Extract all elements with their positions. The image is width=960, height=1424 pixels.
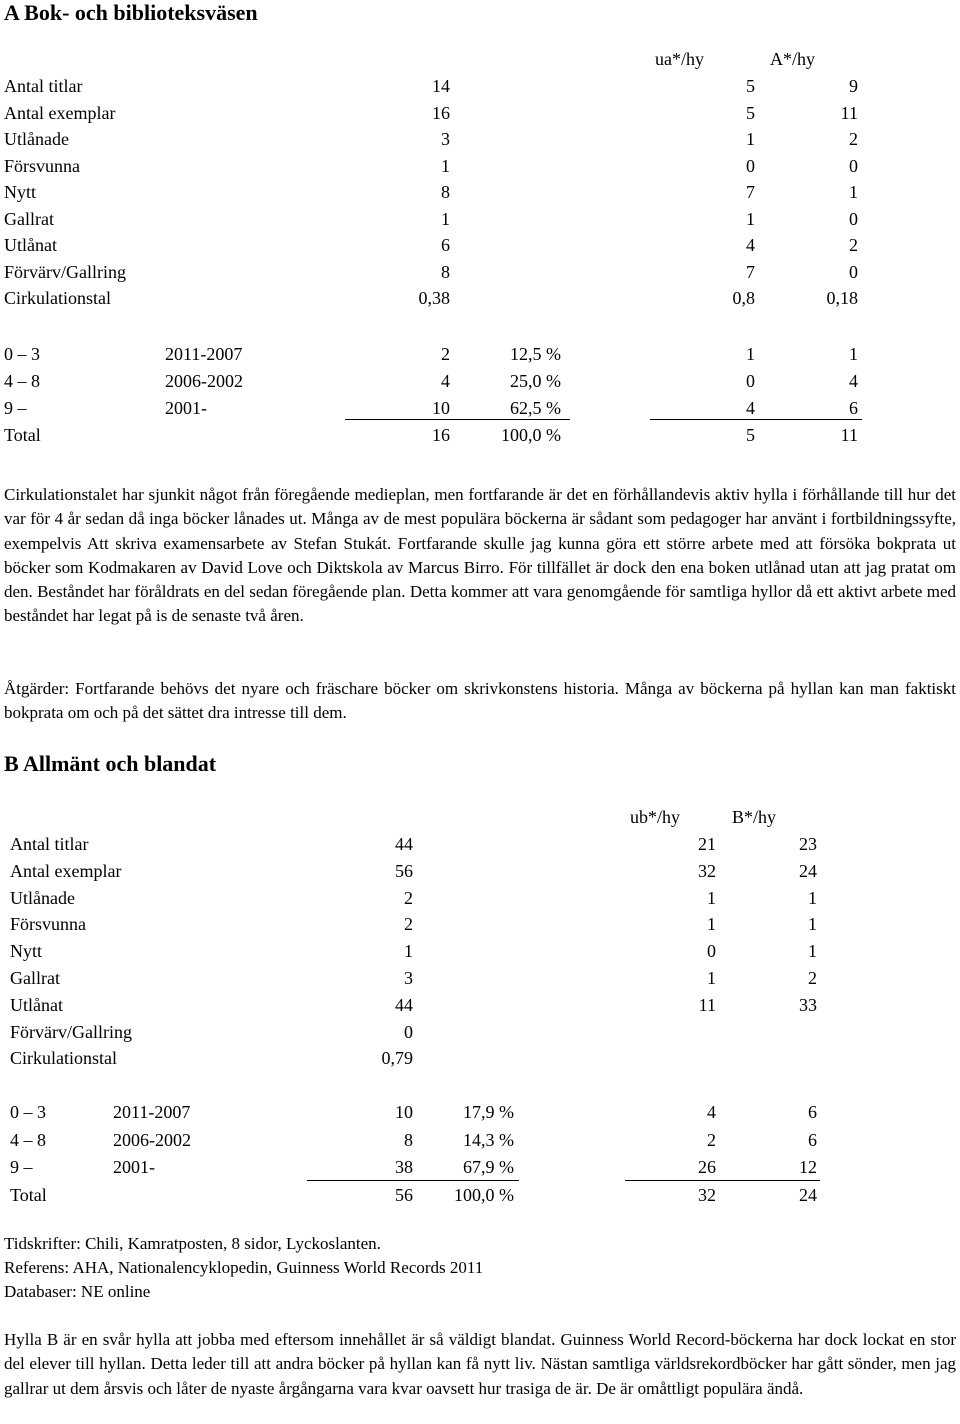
- stat-label: Förvärv/Gallring: [10, 1021, 132, 1042]
- stat-total: 3: [404, 968, 413, 988]
- stat-label: Antal exemplar: [4, 102, 116, 123]
- stats-row: [0, 179, 960, 205]
- stat-total: 8: [441, 261, 450, 282]
- note-tidskrifter: Tidskrifter: Chili, Kamratposten, 8 sidor, Lyckoslanten.: [4, 1234, 381, 1253]
- age-years: 2006-2002: [113, 1129, 191, 1150]
- stat-a: 0: [849, 261, 858, 282]
- stats-row: [0, 285, 960, 311]
- age-count: 38: [395, 1157, 413, 1177]
- age-ua: 5: [746, 425, 755, 445]
- stat-ua: 0: [746, 155, 755, 176]
- age-ub: 26: [698, 1157, 716, 1177]
- stat-label: Cirkulationstal: [10, 1048, 117, 1069]
- stat-label: Utlånade: [4, 129, 69, 149]
- age-years: 2006-2002: [165, 371, 243, 391]
- age-row: [0, 1182, 960, 1208]
- stat-label: Gallrat: [4, 208, 54, 229]
- stat-total: 44: [395, 994, 413, 1015]
- stat-total: 0: [404, 1021, 413, 1042]
- age-percent: 100,0 %: [501, 425, 561, 445]
- stat-label: Cirkulationstal: [4, 288, 111, 308]
- section-a-column-headers: [0, 46, 960, 72]
- age-row: [0, 422, 960, 448]
- stat-b: 1: [808, 914, 817, 935]
- stat-total: 56: [395, 860, 413, 881]
- stat-total: 0,38: [418, 288, 450, 308]
- stat-ub: 11: [698, 994, 716, 1015]
- stat-a: 9: [849, 76, 858, 96]
- age-ub: 32: [698, 1184, 716, 1205]
- section-b-column-headers: [0, 804, 960, 830]
- stat-ub: 1: [707, 887, 716, 908]
- stat-label: Antal titlar: [10, 834, 89, 854]
- age-b: 12: [799, 1157, 817, 1177]
- age-a: 1: [849, 344, 858, 364]
- stat-a: 2: [849, 129, 858, 149]
- stat-total: 1: [404, 941, 413, 962]
- section-b-title: B Allmänt och blandat: [4, 751, 217, 776]
- age-years: 2001-: [165, 398, 207, 418]
- stat-ub: 1: [707, 914, 716, 935]
- age-years: 2001-: [113, 1157, 155, 1177]
- stat-total: 16: [432, 102, 450, 123]
- age-a: 4: [849, 371, 858, 391]
- age-range: 4 – 8: [4, 371, 40, 391]
- stat-ub: 0: [707, 941, 716, 962]
- column-header-a: A*/hy: [770, 49, 815, 69]
- column-header-ua: ua*/hy: [655, 49, 704, 69]
- stat-ua: 0,8: [732, 288, 755, 308]
- stats-row: [0, 232, 960, 258]
- stat-ua: 1: [746, 129, 755, 149]
- stats-row: [0, 911, 960, 937]
- stat-ua: 4: [746, 235, 755, 255]
- stat-b: 23: [799, 834, 817, 854]
- age-range: Total: [4, 425, 41, 445]
- stats-row: [0, 885, 960, 911]
- age-count: 2: [441, 344, 450, 364]
- stat-label: Utlånat: [10, 994, 63, 1015]
- age-row: [0, 1099, 960, 1125]
- age-percent: 12,5 %: [510, 344, 561, 364]
- stat-total: 8: [441, 182, 450, 202]
- stat-a: 2: [849, 235, 858, 255]
- age-a: 6: [849, 398, 858, 418]
- age-ub: 4: [707, 1102, 716, 1122]
- stats-row: [0, 153, 960, 179]
- stat-ub: 32: [698, 860, 716, 881]
- note-referens: Referens: AHA, Nationalencyklopedin, Guinness World Records 2011: [4, 1258, 484, 1277]
- stat-a: 11: [840, 102, 858, 123]
- stat-total: 0,79: [381, 1048, 413, 1069]
- age-count: 16: [432, 425, 450, 445]
- stats-row: [0, 73, 960, 99]
- age-years: 2011-2007: [113, 1102, 191, 1122]
- stats-row: [0, 206, 960, 232]
- stat-ub: 1: [707, 968, 716, 988]
- age-range: Total: [10, 1184, 47, 1205]
- stat-b: 1: [808, 941, 817, 962]
- age-ua: 1: [746, 344, 755, 364]
- age-row: [0, 368, 960, 394]
- stat-label: Antal exemplar: [10, 860, 122, 881]
- stat-label: Nytt: [4, 182, 37, 202]
- stats-row: [0, 992, 960, 1018]
- age-count: 10: [395, 1102, 413, 1122]
- stat-ua: 5: [746, 76, 755, 96]
- age-years: 2011-2007: [165, 344, 243, 364]
- stat-total: 1: [441, 208, 450, 229]
- stat-ua: 1: [746, 208, 755, 229]
- age-count: 56: [395, 1184, 413, 1205]
- column-header-b: B*/hy: [732, 807, 777, 827]
- age-row: [0, 341, 960, 367]
- column-header-ub: ub*/hy: [630, 807, 681, 827]
- sum-line-b-right: [625, 1180, 820, 1181]
- stat-b: 2: [808, 968, 817, 988]
- sum-line-a-left: [345, 419, 570, 420]
- stat-ua: 7: [746, 261, 755, 282]
- age-row: [0, 1154, 960, 1180]
- stat-label: Gallrat: [10, 968, 60, 988]
- age-b: 6: [808, 1102, 817, 1122]
- age-b: 6: [808, 1129, 817, 1150]
- age-range: 9 –: [10, 1157, 33, 1177]
- stat-ub: 21: [698, 834, 716, 854]
- age-count: 8: [404, 1129, 413, 1150]
- age-range: 0 – 3: [4, 344, 40, 364]
- stat-total: 14: [432, 76, 450, 96]
- stat-total: 1: [441, 155, 450, 176]
- age-ub: 2: [707, 1129, 716, 1150]
- age-percent: 17,9 %: [463, 1102, 514, 1122]
- stats-row: [0, 965, 960, 991]
- age-range: 4 – 8: [10, 1129, 46, 1150]
- section-b-paragraph: Hylla B är en svår hylla att jobba med eftersom innehållet är så väldigt blandat. Guinness World Record-böckerna har dock lockat en stor del elever till hyllan. Detta leder till att andra böcker på hyllan kan få nytt liv. Nästan samtliga världsrekordböcker har gått sönder, men jag gallrar ut dem årsvis och låter de nyaste årgångarna vara kvar oavsett hur trasiga de är. De är omåttligt populära ändå.: [4, 1330, 956, 1398]
- age-b: 24: [799, 1184, 817, 1205]
- age-percent: 25,0 %: [510, 371, 561, 391]
- stat-total: 6: [441, 235, 450, 255]
- age-count: 10: [432, 398, 450, 418]
- stat-a: 0,18: [826, 288, 858, 308]
- stat-b: 33: [799, 994, 817, 1015]
- note-databaser: Databaser: NE online: [4, 1282, 151, 1301]
- age-range: 9 –: [4, 398, 27, 418]
- stat-label: Försvunna: [10, 914, 86, 935]
- stat-label: Utlånat: [4, 235, 57, 255]
- stats-row: [0, 938, 960, 964]
- stat-total: 44: [395, 834, 413, 854]
- stat-ua: 5: [746, 102, 755, 123]
- age-count: 4: [441, 371, 450, 391]
- stat-total: 2: [404, 914, 413, 935]
- stat-label: Nytt: [10, 941, 43, 962]
- section-a-actions: Åtgärder: Fortfarande behövs det nyare och fräschare böcker om skrivkonstens historia. Många av böckerna på hyllan kan man faktiskt bokprata om och på det sättet dra intresse till dem.: [4, 679, 956, 723]
- stat-total: 3: [441, 129, 450, 149]
- age-ua: 0: [746, 371, 755, 391]
- section-a-title: A Bok- och biblioteksväsen: [4, 0, 258, 25]
- stat-b: 24: [799, 860, 817, 881]
- stats-row: [0, 858, 960, 884]
- age-percent: 67,9 %: [463, 1157, 514, 1177]
- sum-line-a-right: [650, 419, 862, 420]
- age-row: [0, 1127, 960, 1153]
- stat-b: 1: [808, 887, 817, 908]
- stat-label: Förvärv/Gallring: [4, 261, 126, 282]
- age-percent: 14,3 %: [463, 1129, 514, 1150]
- stats-row: [0, 259, 960, 285]
- age-row: [0, 395, 960, 421]
- stat-a: 1: [849, 182, 858, 202]
- age-percent: 100,0 %: [454, 1184, 514, 1205]
- stat-label: Antal titlar: [4, 76, 83, 96]
- stats-row: [0, 831, 960, 857]
- stat-a: 0: [849, 155, 858, 176]
- sum-line-b-left: [307, 1180, 519, 1181]
- age-range: 0 – 3: [10, 1102, 46, 1122]
- age-a: 11: [840, 425, 858, 445]
- stats-row: [0, 126, 960, 152]
- age-ua: 4: [746, 398, 755, 418]
- stats-row: [0, 1019, 960, 1045]
- stats-row: [0, 100, 960, 126]
- stat-total: 2: [404, 887, 413, 908]
- stat-ua: 7: [746, 182, 755, 202]
- stats-row: [0, 1045, 960, 1071]
- stat-label: Utlånade: [10, 887, 75, 908]
- section-a-paragraph: Cirkulationstalet har sjunkit något från föregående medieplan, men fortfarande är det en förhållandevis aktiv hylla i förhållande till hur det var för 4 år sedan då inga böcker lånades ut. Många av de mest populära böckerna är sådant som pedagoger har använt i fortbildningssyfte, exempelvis Att skriva examensarbete av Stefan Stukát. Fortfarande skulle jag kunna göra ett större arbete med att försöka bokprata ut böcker som Kodmakaren av David Love och Diktskola av Marcus Birro. För tillfället är dock den ena boken utlånad utan att jag pratat om den. Beståndet har föråldrats en del sedan föregående plan. Detta kommer att vara genomgående för samtliga hyllor då ett aktivt arbete med beståndet har legat på is de senaste två åren.: [4, 485, 956, 626]
- stat-a: 0: [849, 208, 858, 229]
- stat-label: Försvunna: [4, 155, 80, 176]
- age-percent: 62,5 %: [510, 398, 561, 418]
